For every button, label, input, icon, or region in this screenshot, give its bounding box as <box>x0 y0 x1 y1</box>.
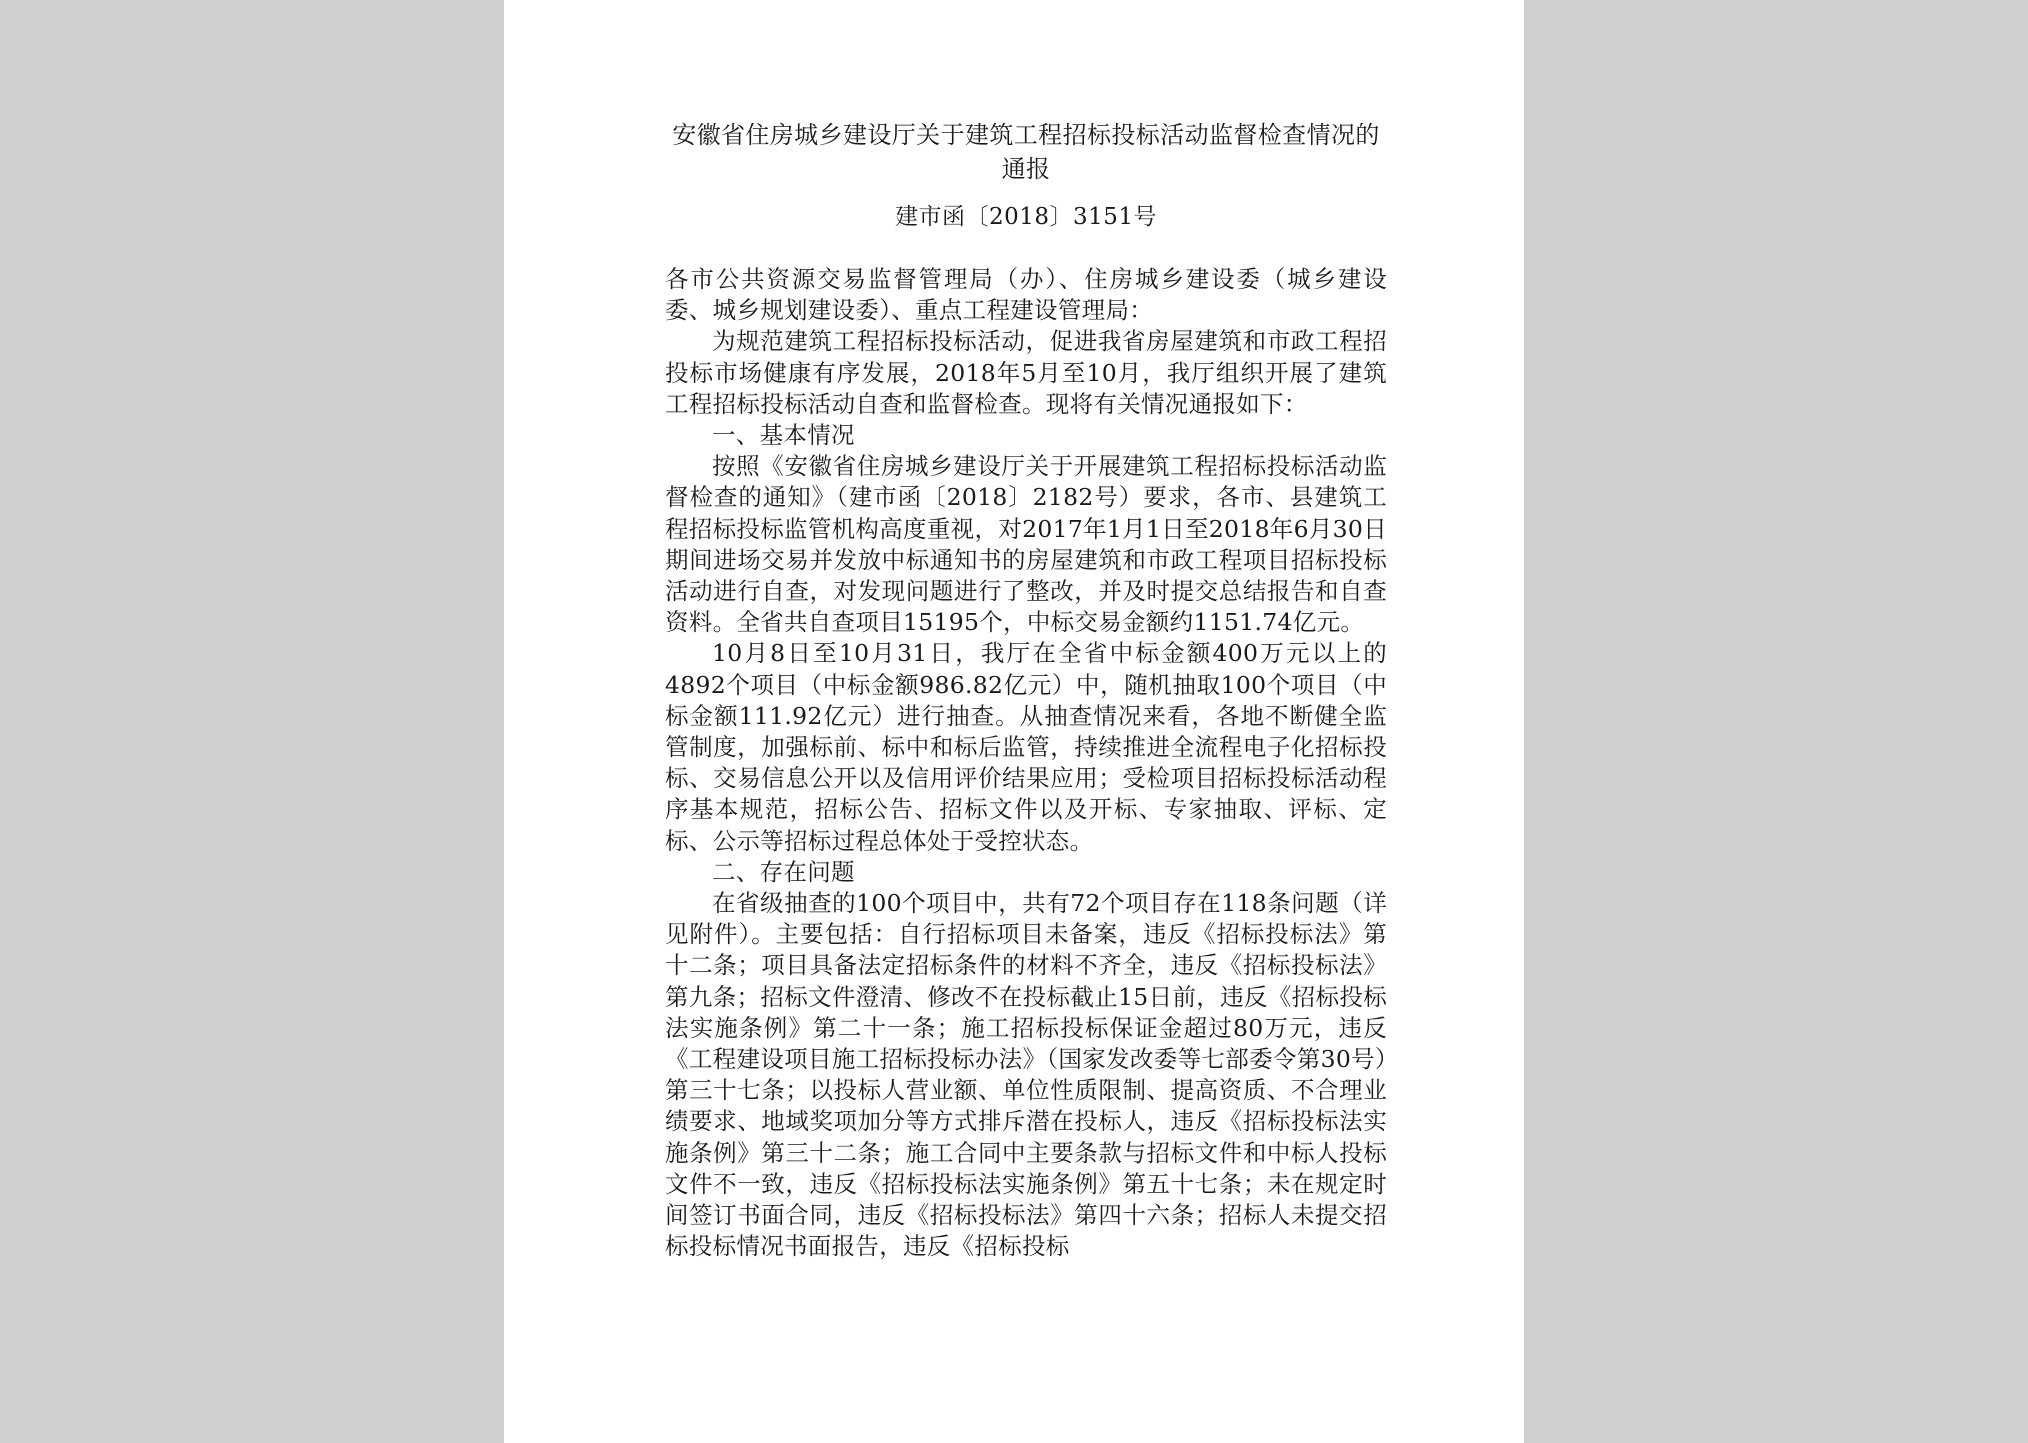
section-heading-problems: 二、存在问题 <box>712 857 855 886</box>
section1-paragraph-2: 10月8日至10月31日，我厅在全省中标金额400万元以上的4892个项目（中标金额986.82亿元）中，随机抽取100个项目（中标金额111.92亿元）进行抽查。从抽查情况来看，各地不断健全监管制度，加强标前、标中和标后监管，持续推进全流程电子化招标投标、交易信息公开以及信用评价结果应用；受检项目招标投标活动程序基本规范，招标公告、招标文件以及开标、专家抽取、评标、定标、公示等招标过程总体处于受控状态。 <box>665 639 1387 855</box>
document-title: 安徽省住房城乡建设厅关于建筑工程招标投标活动监督检查情况的通报 <box>672 121 1380 183</box>
document-number: 建市函〔2018〕3151号 <box>894 204 1158 230</box>
document-content <box>665 118 1387 1263</box>
section2-paragraph-1: 在省级抽查的100个项目中，共有72个项目存在118条问题（详见附件）。主要包括：自行招标项目未备案，违反《招标投标法》第十二条；项目具备法定招标条件的材料不齐全，违反《招标投标法》第九条；招标文件澄清、修改不在投标截止15日前，违反《招标投标法实施条例》第二十一条；施工招标投标保证金超过80万元，违反《工程建设项目施工招标投标办法》（国家发改委等七部委令第30号）第三十七条；以投标人营业额、单位性质限制、提高资质、不合理业绩要求、地域奖项加分等方式排斥潜在投标人，违反《招标投标法实施条例》第三十二条；施工合同中主要条款与招标文件和中标人投标文件不一致，违反《招标投标法实施条例》第五十七条；未在规定时间签订书面合同，违反《招标投标法》第四十六条；招标人未提交招标投标情况书面报告，违反《招标投标 <box>665 889 1387 1261</box>
addressee-paragraph: 各市公共资源交易监督管理局（办）、住房城乡建设委（城乡建设委、城乡规划建设委）、重点工程建设管理局： <box>665 265 1387 325</box>
section-heading-basic: 一、基本情况 <box>712 421 855 450</box>
document-page <box>504 0 1524 1443</box>
section1-paragraph-1: 按照《安徽省住房城乡建设厅关于开展建筑工程招标投标活动监督检查的通知》（建市函〔2018〕2182号）要求，各市、县建筑工程招标投标监管机构高度重视，对2017年1月1日至2018年6月30日期间进场交易并发放中标通知书的房屋建筑和市政工程项目招标投标活动进行自查，对发现问题进行了整改，并及时提交总结报告和自查资料。全省共自查项目15195个，中标交易金额约1151.74亿元。 <box>665 452 1387 637</box>
intro-paragraph: 为规范建筑工程招标投标活动，促进我省房屋建筑和市政工程招投标市场健康有序发展，2018年5月至10月，我厅组织开展了建筑工程招标投标活动自查和监督检查。现将有关情况通报如下： <box>665 327 1387 418</box>
